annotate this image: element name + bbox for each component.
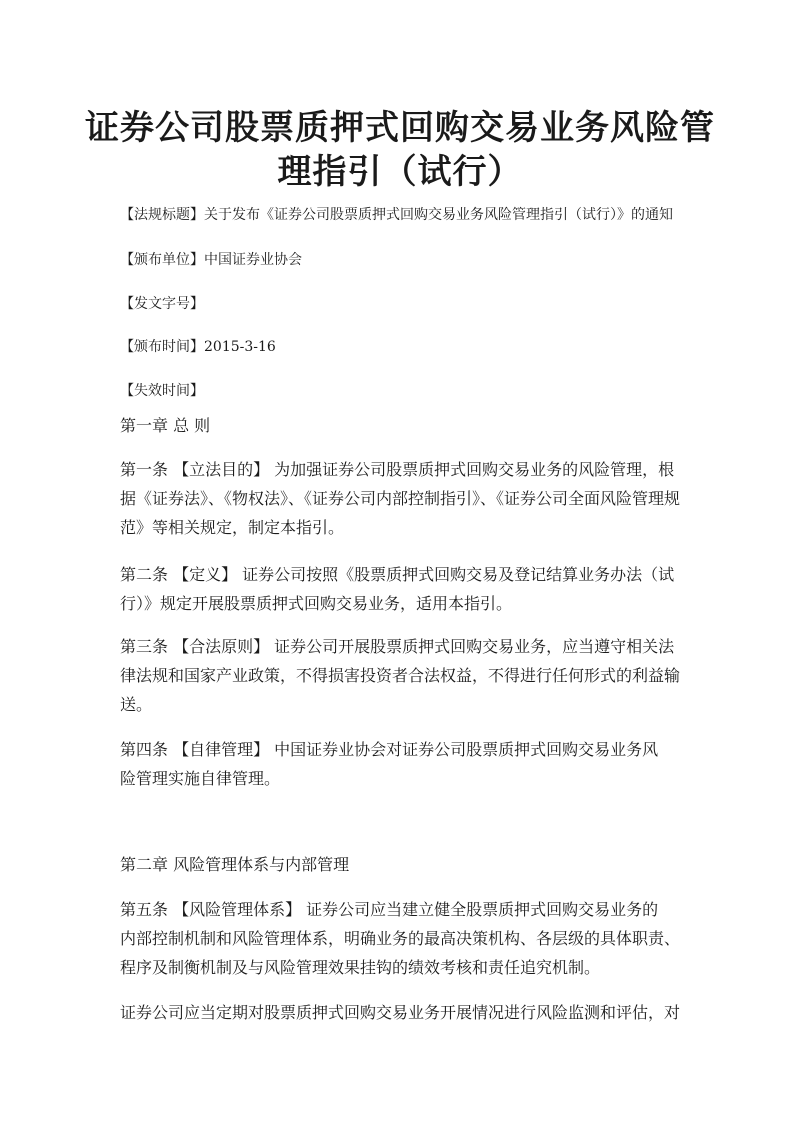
- article-5-line: 内部控制机制和风险管理体系，明确业务的最高决策机构、各层级的具体职责、: [120, 929, 681, 948]
- article-4-line: 险管理实施自律管理。: [120, 769, 281, 788]
- article-5: [120, 895, 690, 982]
- chapter-1-heading: 第一章 总 则: [120, 416, 211, 435]
- meta-expiry-date: 【失效时间】: [120, 383, 204, 399]
- article-2: [120, 560, 690, 618]
- meta-regulation-title: 【法规标题】关于发布《证券公司股票质押式回购交易业务风险管理指引（试行）》的通知: [120, 207, 673, 223]
- article-1: [120, 455, 690, 542]
- article-1-line: 第一条 【立法目的】 为加强证券公司股票质押式回购交易业务的风险管理，根: [120, 460, 675, 479]
- article-2-line: 行）》规定开展股票质押式回购交易业务，适用本指引。: [120, 594, 513, 613]
- article-5-line: 第五条 【风险管理体系】 证券公司应当建立健全股票质押式回购交易业务的: [120, 900, 659, 919]
- article-5-line: 程序及制衡机制及与风险管理效果挂钩的绩效考核和责任追究机制。: [120, 958, 601, 977]
- document-title-line-2: 理指引（试行）: [277, 152, 523, 192]
- article-4: [120, 735, 690, 793]
- article-5-continuation: [120, 998, 690, 1027]
- article-1-line: 范》等相关规定，制定本指引。: [120, 518, 345, 537]
- chapter-2-heading: 第二章 风险管理体系与内部管理: [120, 855, 350, 874]
- article-3-line: 第三条 【合法原则】 证券公司开展股票质押式回购交易业务，应当遵守相关法: [120, 637, 675, 656]
- article-3: [120, 632, 690, 719]
- article-3-line: 送。: [120, 695, 153, 714]
- meta-document-number: 【发文字号】: [120, 296, 204, 312]
- article-3-line: 律法规和国家产业政策，不得损害投资者合法权益，不得进行任何形式的利益输: [120, 666, 681, 685]
- meta-issuing-unit: 【颁布单位】中国证券业协会: [120, 252, 302, 268]
- document-title-line-1: 证券公司股票质押式回购交易业务风险管: [85, 108, 715, 148]
- article-1-line: 据《证券法》、《物权法》、《证券公司内部控制指引》、《证券公司全面风险管理规: [120, 489, 681, 508]
- article-4-line: 第四条 【自律管理】 中国证券业协会对证券公司股票质押式回购交易业务风: [120, 740, 659, 759]
- article-2-line: 第二条 【定义】 证券公司按照《股票质押式回购交易及登记结算业务办法（试: [120, 565, 675, 584]
- meta-issue-date: 【颁布时间】2015-3-16: [120, 339, 276, 355]
- article-5-continuation-line: 证券公司应当定期对股票质押式回购交易业务开展情况进行风险监测和评估，对: [120, 1003, 681, 1022]
